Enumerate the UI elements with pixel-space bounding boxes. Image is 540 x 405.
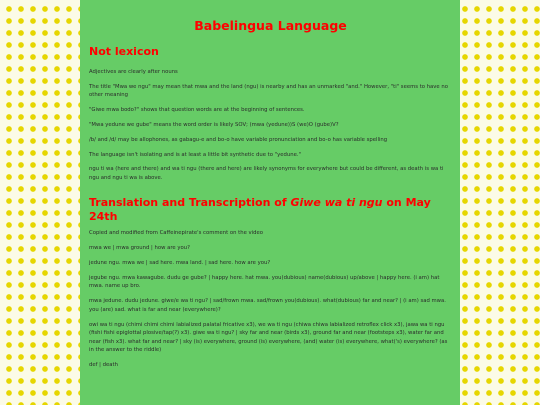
paragraph: jegube ngu. mwa kawagube. dudu ge gube? | happy here. hat mwa. you(dubious) name(dubious) up/above | happy here. (i am) hat mwa. name up bro.: [89, 274, 440, 290]
paragraph: mwa we | mwa ground | how are you?: [89, 245, 190, 252]
paragraph: Adjectives are clearly after nouns: [89, 69, 178, 75]
paragraph: jedune ngu. mwa we | sad here. mwa land. | sad here. how are you?: [89, 260, 271, 267]
paragraph: def | death: [89, 362, 118, 369]
paragraph: mwa jedune. dudu jedune. giwe/e wa ti ngu? | sad/frown mwa. sad/frown you(dubious). what(dubious) far and near? | (i am) sad mwa. you (are) sad. what is far and near (everywhere)?: [89, 298, 446, 313]
paragraph: owi wa ti ngu (chimi chimi chimi labialized palatal fricative x3), we wa ti ngu (chiwa chiwa labialized retroflex click x3), jawa wa ti ngu (fishi fishi epiglottal plosive/tap(?) x3). giwe wa ti ngu? | sky far and near (birds x3), ground far and near (footsteps x3), water far and near (fish x3). what far and near? | sky (is) everywhere, ground (is) everywhere, (and) water (is) everywhere, what('s) everywhere? (as in the answer to the riddle): [89, 321, 448, 354]
heading-song-title: Giwe wa ti ngu: [290, 196, 383, 210]
content-panel: [80, 0, 460, 405]
paragraph: "Mwa yedune we gube" means the word order is likely SOV; (mwa (yedune))S (we)O (gube)V?: [89, 121, 339, 128]
paragraph: The title "Mwa we ngu" may mean that mwa and the land (ngu) is nearby and has an unmarked "and." However, "ti" seems to have no other meaning: [89, 83, 448, 99]
site-title: Babelingua Language: [194, 18, 347, 33]
paragraph: The language isn't isolating and is at least a little bit synthetic due to "yedune.": [89, 151, 301, 158]
heading-prefix: Translation and Transcription of: [89, 196, 291, 210]
section-heading-translation: [89, 196, 452, 224]
heading-suffix: on May 24th: [89, 196, 431, 224]
paragraph: ngu ti wa (here and there) and wa ti ngu (there and here) are likely synonyms for everywhere but could be different, as death is wa ti ngu and ngu ti wa is above.: [89, 166, 444, 181]
paragraph: /b/ and /d/ may be allophones, as gabagu-e and bo-o have variable pronunciation and bo-o has variable spelling: [89, 136, 388, 143]
paragraph: "Giwe mwa bodo?" shows that question words are at the beginning of sentences.: [89, 107, 305, 114]
section-heading-not-lexicon: Not lexicon: [89, 45, 159, 58]
paragraph: Copied and modified from Caffeinepirate's comment on the video: [89, 230, 264, 237]
